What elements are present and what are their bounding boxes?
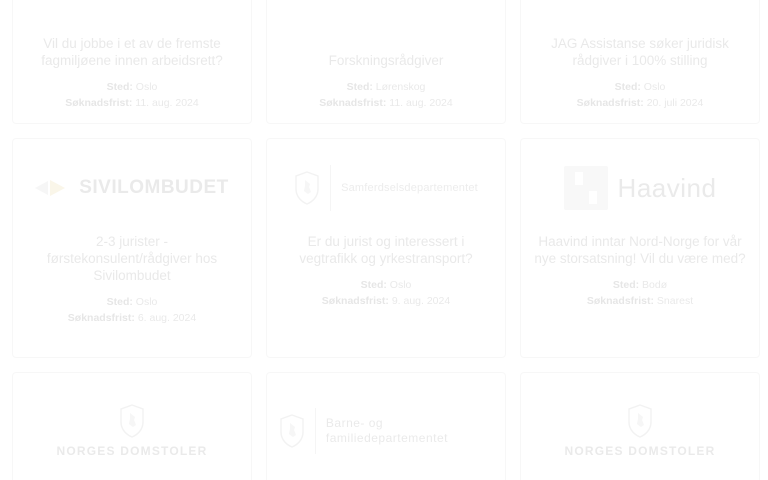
norges-domstoler-logo-text: NORGES DOMSTOLER xyxy=(56,443,208,458)
place-label: Sted: xyxy=(614,81,641,93)
job-card[interactable] xyxy=(520,0,760,124)
job-place xyxy=(615,81,666,93)
job-card[interactable] xyxy=(266,372,506,480)
sivilombudet-mark-icon xyxy=(35,178,69,198)
job-card-row-2 xyxy=(0,138,768,358)
barne-og-familiedepartementet-logo-text: Barne- og familiedepartementet xyxy=(325,416,448,445)
job-title: Haavind inntar Nord-Norge for vår nye storsatsning! Vil du være med? xyxy=(534,234,746,266)
job-title: Forskningsrådgiver xyxy=(328,53,444,68)
samferdselsdepartementet-logo-text: Samferdselsdepartementet xyxy=(341,182,478,194)
place-value: Bodø xyxy=(642,279,668,291)
haavind-logo-text: Haavind xyxy=(617,172,717,203)
job-deadline xyxy=(68,312,196,324)
place-label: Sted: xyxy=(106,81,133,93)
job-place xyxy=(361,279,412,291)
deadline-label: Søknadsfrist: xyxy=(586,295,654,307)
place-label: Sted: xyxy=(106,296,133,308)
job-card[interactable] xyxy=(12,372,252,480)
job-title: 2-3 jurister - førstekonsulent/rådgiver hos Sivilombudet xyxy=(46,234,218,283)
norges-domstoler-logo xyxy=(533,383,747,479)
deadline-label: Søknadsfrist: xyxy=(576,97,644,109)
logo-divider xyxy=(315,408,316,454)
job-deadline xyxy=(319,97,452,109)
job-card[interactable] xyxy=(520,138,760,358)
job-deadline xyxy=(322,295,450,307)
job-card[interactable] xyxy=(266,0,506,124)
norges-domstoler-logo xyxy=(25,383,239,479)
job-card-row-1 xyxy=(0,0,768,124)
deadline-value: 11. aug. 2024 xyxy=(135,97,199,109)
job-card[interactable] xyxy=(520,372,760,480)
deadline-value: 6. aug. 2024 xyxy=(137,312,197,324)
job-card[interactable] xyxy=(266,138,506,358)
job-title: Vil du jobbe i et av de fremste fagmiljøene innen arbeidsrett? xyxy=(41,36,223,68)
place-value: Oslo xyxy=(389,279,412,291)
place-label: Sted: xyxy=(346,81,373,93)
haavind-logo xyxy=(533,149,747,227)
deadline-value: 11. aug. 2024 xyxy=(389,97,453,109)
norwegian-lion-crest-icon xyxy=(294,171,320,205)
place-label: Sted: xyxy=(360,279,387,291)
place-value: Oslo xyxy=(643,81,666,93)
job-card[interactable] xyxy=(12,138,252,358)
job-deadline xyxy=(587,295,693,307)
norwegian-lion-crest-icon xyxy=(279,414,305,448)
place-label: Sted: xyxy=(612,279,640,291)
deadline-value: 9. aug. 2024 xyxy=(391,295,451,307)
deadline-label: Søknadsfrist: xyxy=(67,312,135,324)
job-deadline xyxy=(577,97,704,109)
employer-logo xyxy=(533,0,747,29)
job-card-row-3 xyxy=(0,372,768,480)
sivilombudet-logo xyxy=(25,149,239,227)
deadline-label: Søknadsfrist: xyxy=(319,97,387,109)
deadline-label: Søknadsfrist: xyxy=(65,97,133,109)
job-title: JAG Assistanse søker juridisk rådgiver i 100% stilling xyxy=(551,36,729,68)
employer-logo xyxy=(279,0,493,46)
norwegian-lion-crest-icon xyxy=(627,404,653,438)
place-value: Lørenskog xyxy=(375,81,426,93)
employer-logo xyxy=(25,0,239,29)
job-title: Er du jurist og interessert i vegtrafikk og yrkestransport? xyxy=(299,234,473,266)
job-place xyxy=(107,81,158,93)
job-place xyxy=(347,81,426,93)
samferdselsdepartementet-logo xyxy=(279,149,493,227)
place-value: Oslo xyxy=(135,296,158,308)
deadline-label: Søknadsfrist: xyxy=(321,295,389,307)
barne-og-familiedepartementet-logo xyxy=(279,383,493,479)
job-place xyxy=(107,296,158,308)
haavind-mark-icon xyxy=(564,166,608,210)
job-card[interactable] xyxy=(12,0,252,124)
logo-divider xyxy=(330,165,331,211)
job-deadline xyxy=(65,97,198,109)
deadline-value: Snarest xyxy=(656,295,694,307)
norges-domstoler-logo-text: NORGES DOMSTOLER xyxy=(564,443,716,458)
job-place xyxy=(613,279,667,291)
norwegian-lion-crest-icon xyxy=(119,404,145,438)
deadline-value: 20. juli 2024 xyxy=(646,97,704,109)
sivilombudet-logo-text: SIVILOMBUDET xyxy=(79,177,229,198)
place-value: Oslo xyxy=(135,81,158,93)
